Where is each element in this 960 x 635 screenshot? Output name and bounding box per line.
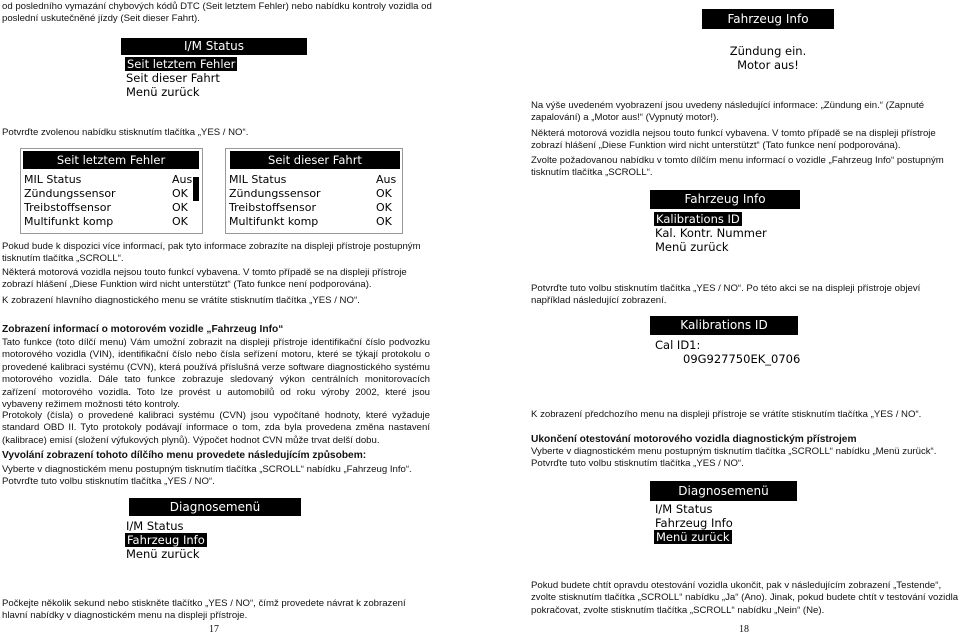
- row-mil-status: MIL Status Aus: [229, 173, 397, 186]
- select-paragraph: Vyberte v diagnostickém menu postupným tisknutím tlačítka „SCROLL“ nabídku „Fahrzeug Info“. Potvrďte tuto volbu stisknutím tlačítka „YES / NO“.: [2, 464, 412, 488]
- menu-item-kalibrations-id[interactable]: Kalibrations ID: [656, 212, 740, 226]
- fahrzeug-info-menu-screen: [650, 190, 800, 256]
- function-paragraph: Tato funkce (toto dílčí menu) Vám umožní zobrazit na displeji přístroje identifikační číslo podvozku motorového vozidla (VIN), identifikační číslo nebo čísla seřízení motoru, které se týkají protokolu o provedené kalibraci systému (CVN), která používá příslušná verze software diagnostického systému motorového vozidla. Dále tato funkce zobrazuje sledovaný výkon centrálních monitorovacích zařízení motorového vozidla. Toto lze provést u automobilů od roku výroby 2002, které jsou vybaveny režimem možnosti této kontroly.: [2, 337, 430, 411]
- menu-item-kal-kontr-nummer[interactable]: Kal. Kontr. Nummer: [655, 226, 767, 240]
- ignition-status: Zündung ein.: [729, 44, 807, 58]
- back-paragraph-right: K zobrazení předchozího menu na displeji přístroje se vrátíte stisknutím tlačítka „YES / NO“.: [531, 409, 922, 420]
- row-multifunkt-komp: Multifunkt komp OK: [229, 215, 392, 228]
- im-status-screen: [121, 38, 307, 106]
- diagnosemenu-screen-right: [650, 481, 797, 547]
- more-info-paragraph: Pokud bude k dispozici více informací, pak tyto informace zobrazíte na displeji přístroje postupným tisknutím tlačítka „SCROLL“.: [2, 241, 421, 265]
- menu-item-fahrzeug-info[interactable]: Fahrzeug Info: [655, 516, 733, 530]
- call-heading: Vyvolání zobrazení tohoto dílčího menu provedete následujícím způsobem:: [2, 450, 367, 461]
- wait-paragraph: Počkejte několik sekund nebo stiskněte tlačítko „YES / NO“, čímž provedete návrat k zobrazení hlavní nabídky v diagnostickém menu na displeji přístroje.: [2, 598, 406, 622]
- page-number-right: 18: [739, 624, 749, 635]
- fahrzeug-info-heading: Zobrazení informací o motorovém vozidle „Fahrzeug Info“: [2, 324, 284, 335]
- menu-item-menu-zuruck[interactable]: Menü zurück: [126, 547, 200, 561]
- screen-b-title: Seit dieser Fahrt: [230, 151, 400, 169]
- unsupported-paragraph: Některá motorová vozidla nejsou touto funkcí vybavena. V tomto případě se na displeji přístroje zobrazí hlášení „Diese Funktion wird nicht unterstützt“ (Tato funkce není podporována).: [2, 267, 407, 291]
- confirm-paragraph: Potvrďte zvolenou nabídku stisknutím tlačítka „YES / NO“.: [2, 127, 249, 138]
- info-menu-title: Fahrzeug Info: [650, 190, 800, 209]
- diagnosemenu-screen-left: [121, 498, 301, 566]
- row-zundungssensor: Zündungssensor OK: [24, 187, 188, 200]
- select-paragraph-right: Vyberte v diagnostickém menu postupným tisknutím tlačítka „SCROLL“ nabídku „Menü zurück“. Potvrďte tuto volbu stisknutím tlačítka „YES / NO“.: [531, 446, 937, 470]
- seit-letztem-fehler-screen: [20, 148, 203, 234]
- engine-status: Motor aus!: [737, 58, 799, 72]
- row-mil-status: MIL Status Aus: [24, 173, 193, 186]
- test-end-paragraph: Pokud budete chtít opravdu otestování vozidla ukončit, pak v následujícím zobrazení „Testende“, zvolte stisknutím tlačítka „SCROLL“ nabídku „Ja“ (Ano). Jinak, pokud budete chtít v testování vozidla pokračovat, zvolte stisknutím tlačítka „SCROLL“ nabídku „Nein“ (Ne).: [531, 580, 959, 616]
- fahrzeug-info-screen: [702, 9, 834, 78]
- row-treibstoffsensor: Treibstoffsensor OK: [229, 201, 392, 214]
- back-paragraph: K zobrazení hlavního diagnostického menu se vrátíte stisknutím tlačítka „YES / NO“.: [2, 295, 360, 306]
- intro-paragraph: od posledního vymazání chybových kódů DTC (Seit letztem Fehler) nebo nabídku kontroly vozidla od poslední uskutečněné jízdy (Seit dieser Fahrt).: [2, 1, 432, 25]
- cal-screen-title: Kalibrations ID: [650, 316, 798, 335]
- row-multifunkt-komp: Multifunkt komp OK: [24, 215, 188, 228]
- diag-right-title: Diagnosemenü: [650, 481, 797, 501]
- cvn-paragraph: Protokoly (čísla) o provedené kalibraci systému (CVN) jsou vypočítané hodnoty, které vyžaduje standard OBD II. Tyto protokoly podávají informace o tom, zda byla provedena změna nastavení (kalibrace) emisí (složení výfukových plynů). Výpočet hodnot CVN může trvat delší dobu.: [2, 410, 430, 446]
- fahrzeug-info-title: Fahrzeug Info: [702, 9, 834, 29]
- screen-a-title: Seit letztem Fehler: [23, 151, 199, 169]
- diag-left-title: Diagnosemenü: [129, 498, 301, 516]
- above-paragraph: Na výše uvedeném vyobrazení jsou uvedeny následující informace: „Zündung ein.“ (Zapnuté zapalování) a „Motor aus!“ (Vypnutý motor!).: [531, 100, 925, 124]
- choose-paragraph: Zvolte požadovanou nabídku v tomto dílčím menu informací o vozidle „Fahrzeug Info“ postupným tisknutím tlačítka „SCROLL“.: [531, 155, 944, 179]
- menu-item-fahrzeug-info[interactable]: Fahrzeug Info: [127, 533, 205, 547]
- row-treibstoffsensor: Treibstoffsensor OK: [24, 201, 188, 214]
- cal-id-value: 09G927750EK_0706: [683, 352, 801, 366]
- menu-item-seit-letztem-fehler[interactable]: Seit letztem Fehler: [127, 57, 236, 71]
- menu-item-seit-dieser-fahrt[interactable]: Seit dieser Fahrt: [126, 71, 220, 85]
- unsupported-paragraph-right: Některá motorová vozidla nejsou touto funkcí vybavena. V tomto případě se na displeji přístroje zobrazí hlášení „Diese Funktion wird nicht unterstützt“ (Tato funkce není podporována).: [531, 128, 936, 152]
- menu-item-menu-zuruck[interactable]: Menü zurück: [126, 85, 200, 99]
- end-test-heading: Ukončení otestování motorového vozidla diagnostickým přístrojem: [531, 434, 857, 445]
- kalibrations-id-screen: [650, 316, 801, 378]
- menu-item-menu-zuruck[interactable]: Menü zurück: [656, 530, 730, 544]
- cal-id-label: Cal ID1:: [655, 338, 701, 352]
- menu-item-im-status[interactable]: I/M Status: [655, 502, 713, 516]
- menu-item-im-status[interactable]: I/M Status: [126, 519, 184, 533]
- scrollbar-indicator: [193, 177, 199, 201]
- confirm-paragraph-right: Potvrďte tuto volbu stisknutím tlačítka „YES / NO“. Po této akci se na displeji přístroje objeví například následující zobrazení.: [531, 283, 921, 307]
- menu-item-menu-zuruck[interactable]: Menü zurück: [655, 240, 729, 254]
- seit-dieser-fahrt-screen: [225, 148, 403, 234]
- page-number-left: 17: [209, 624, 219, 635]
- row-zundungssensor: Zündungssensor OK: [229, 187, 392, 200]
- im-status-title: I/M Status: [121, 38, 307, 55]
